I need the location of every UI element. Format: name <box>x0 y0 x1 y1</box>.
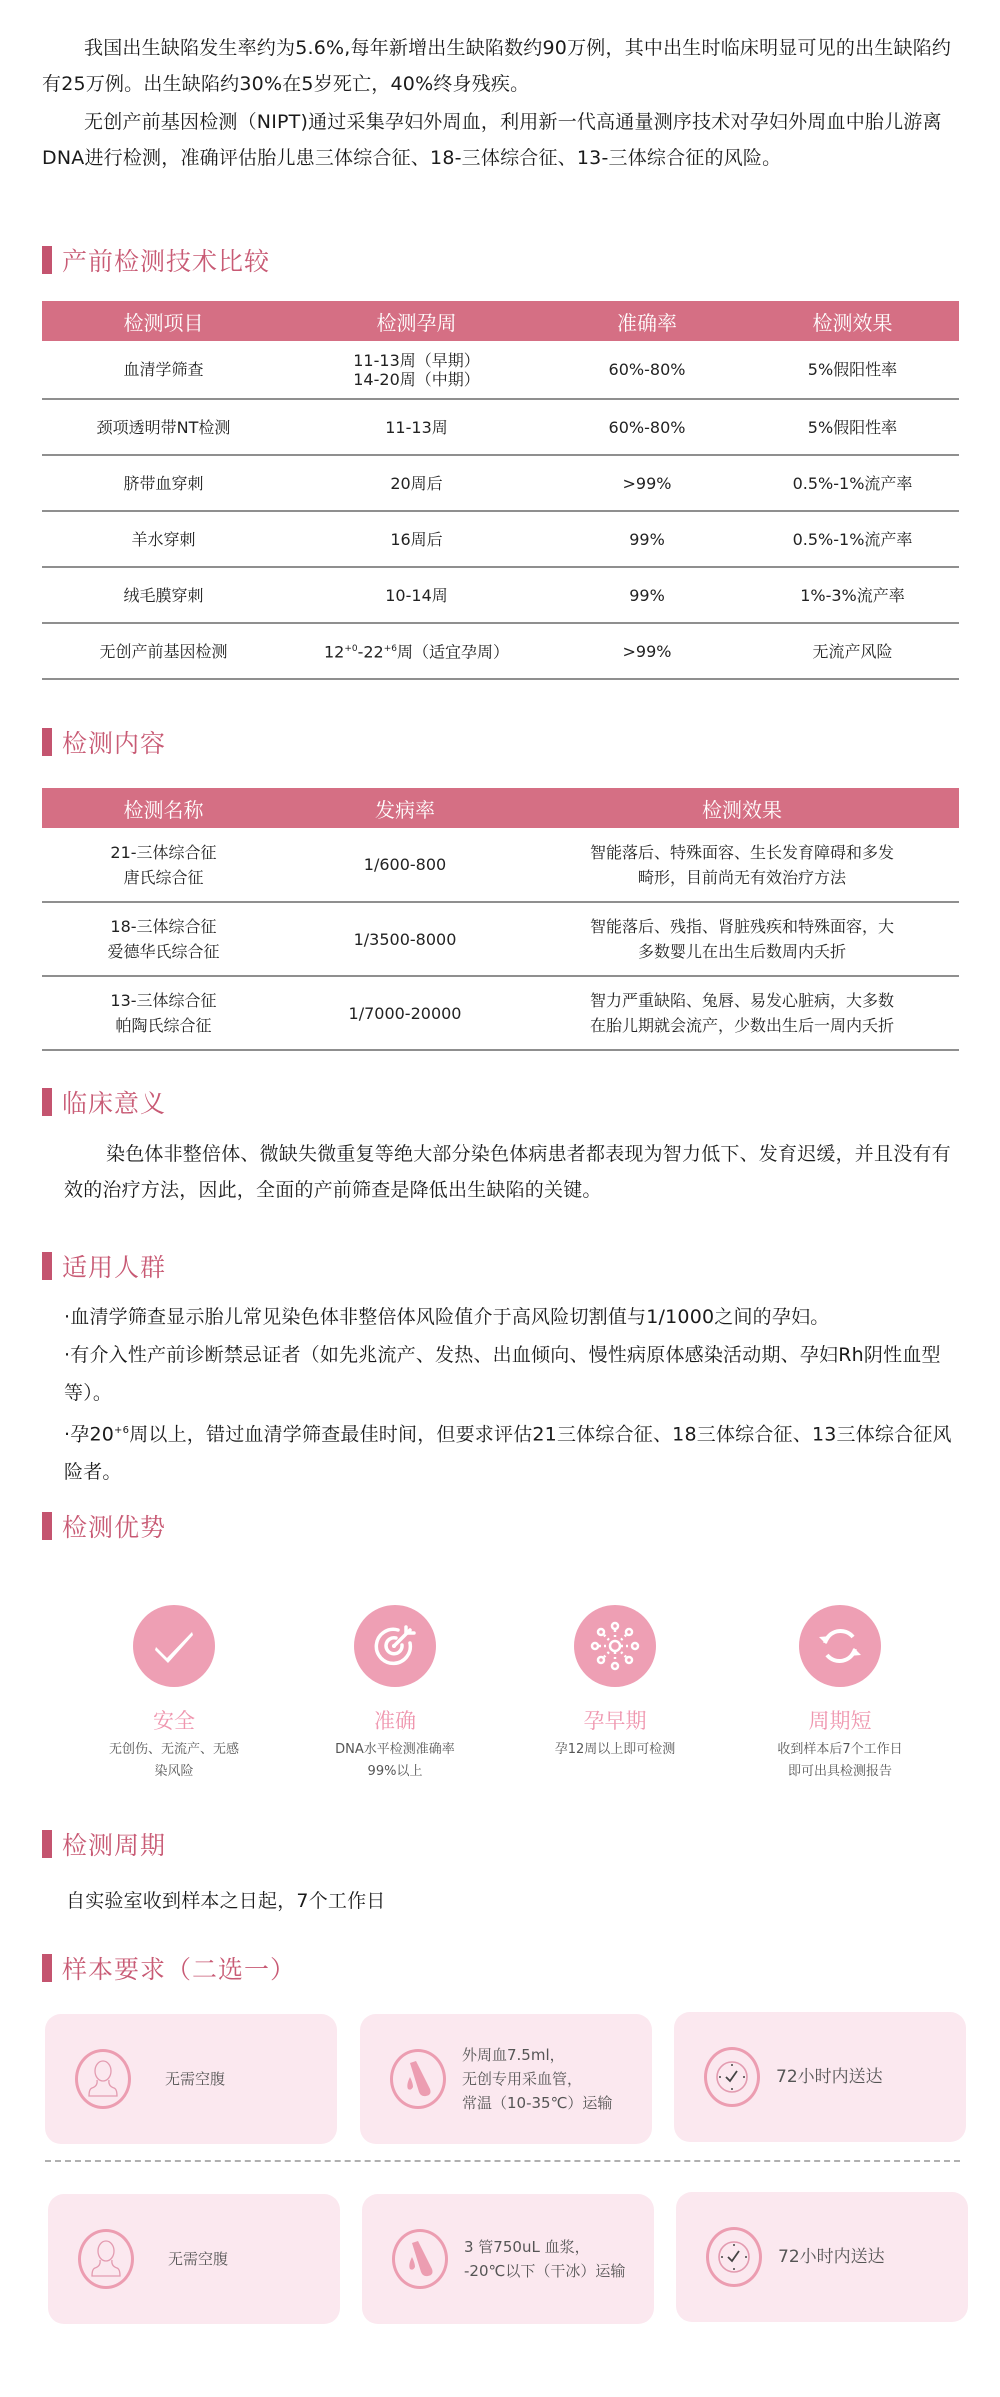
sample-card-delivery <box>676 2192 968 2322</box>
section-marker <box>42 1954 52 1982</box>
section-title-advantages: 检测优势 <box>42 1510 166 1542</box>
section-marker <box>42 1252 52 1280</box>
column-header: 准确率 <box>617 310 677 335</box>
table-row <box>42 828 959 902</box>
cell-effect: 5%假阳性率 <box>746 341 959 399</box>
card-text: 3 管750uL 血浆， -20℃以下（干冰）运输 <box>464 2238 626 2280</box>
cell-rate: 1/3500-8000 <box>285 902 525 976</box>
table-row <box>42 902 959 976</box>
section-title-clinical: 临床意义 <box>42 1086 166 1118</box>
cell-accuracy: 99% <box>548 567 746 623</box>
comparison-table <box>42 301 959 680</box>
table-row <box>42 399 959 455</box>
population-item: ·有介入性产前诊断禁忌证者（如先兆流产、发热、出血倾向、慢性病原体感染活动期、孕妇Rh阴性血型等）。 <box>64 1344 941 1404</box>
intro-paragraph-2: 无创产前基因检测（NIPT)通过采集孕妇外周血，利用新一代高通量测序技术对孕妇外周血中胎儿游离DNA进行检测，准确评估胎儿患三体综合征、18-三体综合征、13-三体综合征的风险。 <box>42 111 942 169</box>
effect-line: 智力严重缺陷、兔唇、易发心脏病，大多数 <box>589 991 894 1010</box>
cell-week <box>285 623 548 679</box>
cell-item: 血清学筛查 <box>42 341 285 399</box>
test-tube-icon <box>390 2049 446 2109</box>
name-line: 唐氏综合征 <box>123 867 204 887</box>
name-line: 21-三体综合征 <box>110 842 217 862</box>
cell-effect: 0.5%-1%流产率 <box>746 511 959 567</box>
card-text: 无需空腹 <box>165 2070 226 2088</box>
table-row <box>42 976 959 1050</box>
section-title-sample: 样本要求（二选一） <box>42 1952 296 1984</box>
week-sup: +6 <box>383 644 398 655</box>
refresh-icon <box>799 1605 881 1687</box>
intro-paragraph-1: 我国出生缺陷发生率约为5.6%,每年新增出生缺陷数约90万例，其中出生时临床明显可见的出生缺陷约有25万例。出生缺陷约30%在5岁死亡，40%终身残疾。 <box>42 37 952 95</box>
option-divider <box>45 2160 960 2162</box>
advantage-title: 安全 <box>153 1709 195 1733</box>
name-line: 13-三体综合征 <box>110 991 217 1010</box>
sample-card-delivery <box>674 2012 966 2142</box>
population-list <box>64 1298 969 1491</box>
cell-effect: 无流产风险 <box>746 623 959 679</box>
section-marker <box>42 246 52 274</box>
check-icon <box>133 1605 215 1687</box>
advantage-title: 准确 <box>374 1709 416 1733</box>
column-header: 检测名称 <box>123 797 204 822</box>
table-row <box>42 623 959 679</box>
cell-week: 16周后 <box>285 511 548 567</box>
card-text: 无需空腹 <box>168 2250 229 2268</box>
sample-card-plasma <box>362 2194 654 2324</box>
table-row <box>42 511 959 567</box>
cell-week: 10-14周 <box>285 567 548 623</box>
table-row <box>42 341 959 399</box>
cell-name <box>42 828 285 902</box>
cell-effect: 1%-3%流产率 <box>746 567 959 623</box>
column-header: 检测项目 <box>123 310 204 335</box>
advantage-title: 孕早期 <box>583 1709 647 1733</box>
cell-accuracy: >99% <box>548 455 746 511</box>
cell-item: 绒毛膜穿刺 <box>42 567 285 623</box>
advantage-desc: 无创伤、无流产、无感 染风险 <box>108 1742 239 1779</box>
cell-week: 20周后 <box>285 455 548 511</box>
name-line: 18-三体综合征 <box>110 917 217 936</box>
effect-line: 智能落后、残指、肾脏残疾和特殊面容，大 <box>589 917 894 936</box>
cell-rate: 1/7000-20000 <box>285 976 525 1050</box>
name-line: 爱德华氏综合征 <box>107 942 220 961</box>
cell-effect <box>525 828 959 902</box>
section-title-content: 检测内容 <box>42 726 166 758</box>
effect-line: 畸形，目前尚无有效治疗方法 <box>637 867 846 887</box>
advantage-item-safe <box>74 1605 274 1783</box>
week-start: 12 <box>323 642 345 662</box>
cell-item: 羊水穿刺 <box>42 511 285 567</box>
test-tube-icon <box>392 2229 448 2289</box>
table-header-row <box>42 301 959 341</box>
sample-card-blood <box>360 2014 652 2144</box>
advantage-item-early <box>515 1605 715 1761</box>
cell-effect <box>525 976 959 1050</box>
section-title-cycle: 检测周期 <box>42 1828 166 1860</box>
name-line: 帕陶氏综合征 <box>115 1016 212 1035</box>
clock-icon <box>706 2227 762 2287</box>
clock-icon <box>704 2047 760 2107</box>
sample-card-fasting <box>48 2194 340 2324</box>
cell-effect: 0.5%-1%流产率 <box>746 455 959 511</box>
week-end: -22 <box>357 642 384 662</box>
cell-week <box>285 341 548 399</box>
week-line: 14-20周（中期） <box>353 369 480 389</box>
advantage-item-accurate <box>295 1605 495 1783</box>
cell-name <box>42 976 285 1050</box>
table-row <box>42 455 959 511</box>
column-header: 检测孕周 <box>376 310 457 335</box>
cell-accuracy: 60%-80% <box>548 399 746 455</box>
advantage-item-fast <box>740 1605 940 1783</box>
cell-accuracy: 60%-80% <box>548 341 746 399</box>
card-text: 外周血7.5ml， 无创专用采血管， 常温（10-35℃）运输 <box>462 2046 613 2112</box>
week-line: 11-13周（早期） <box>353 350 480 370</box>
section-title-comparison: 产前检测技术比较 <box>42 244 270 276</box>
section-marker <box>42 1088 52 1116</box>
effect-line: 在胎儿期就会流产，少数出生后一周内夭折 <box>589 1016 894 1035</box>
cell-item: 颈项透明带NT检测 <box>42 399 285 455</box>
cell-rate: 1/600-800 <box>285 828 525 902</box>
population-item: ·孕$20^{+6}$周以上，错过血清学筛查最佳时间，但要求评估21三体综合征、18三体综合征、13三体综合征风险者。 <box>64 1423 952 1484</box>
advantage-desc: 孕12周以上即可检测 <box>554 1742 676 1757</box>
molecule-icon <box>574 1605 656 1687</box>
week-suffix: 周（适宜孕周） <box>397 642 510 662</box>
cycle-text: 自实验室收到样本之日起，7个工作日 <box>66 1890 386 1912</box>
population-item: ·血清学筛查显示胎儿常见染色体非整倍体风险值介于高风险切割值与1/1000之间的孕妇。 <box>64 1306 830 1328</box>
cell-accuracy: 99% <box>548 511 746 567</box>
sample-card-fasting <box>45 2014 337 2144</box>
person-icon <box>75 2049 131 2109</box>
effect-line: 智能落后、特殊面容、生长发育障碍和多发 <box>589 842 894 862</box>
table-row <box>42 567 959 623</box>
table-header-row <box>42 788 959 828</box>
cell-effect: 5%假阳性率 <box>746 399 959 455</box>
cell-accuracy: >99% <box>548 623 746 679</box>
effect-line: 多数婴儿在出生后数周内夭折 <box>637 942 846 961</box>
section-marker <box>42 1830 52 1858</box>
section-marker <box>42 1512 52 1540</box>
cell-week: 11-13周 <box>285 399 548 455</box>
cell-name <box>42 902 285 976</box>
card-text: 72小时内送达 <box>778 2247 885 2267</box>
advantage-title: 周期短 <box>808 1709 872 1733</box>
cell-item: 无创产前基因检测 <box>42 623 285 679</box>
card-text: 72小时内送达 <box>776 2067 883 2087</box>
cell-effect <box>525 902 959 976</box>
cell-item: 脐带血穿刺 <box>42 455 285 511</box>
week-sup: +0 <box>344 644 358 655</box>
advantage-desc: 收到样本后7个工作日 即可出具检测报告 <box>777 1742 903 1779</box>
advantage-desc: DNA水平检测准确率 99%以上 <box>335 1742 455 1779</box>
column-header: 检测效果 <box>812 310 893 335</box>
clinical-text: 染色体非整倍体、微缺失微重复等绝大部分染色体病患者都表现为智力低下、发育迟缓，并且没有有效的治疗方法，因此，全面的产前筛查是降低出生缺陷的关键。 <box>64 1143 951 1201</box>
content-table <box>42 788 959 1051</box>
section-title-population: 适用人群 <box>42 1250 166 1282</box>
column-header: 发病率 <box>375 797 435 822</box>
column-header: 检测效果 <box>702 797 782 822</box>
section-marker <box>42 728 52 756</box>
person-icon <box>78 2229 134 2289</box>
target-icon <box>354 1605 436 1687</box>
